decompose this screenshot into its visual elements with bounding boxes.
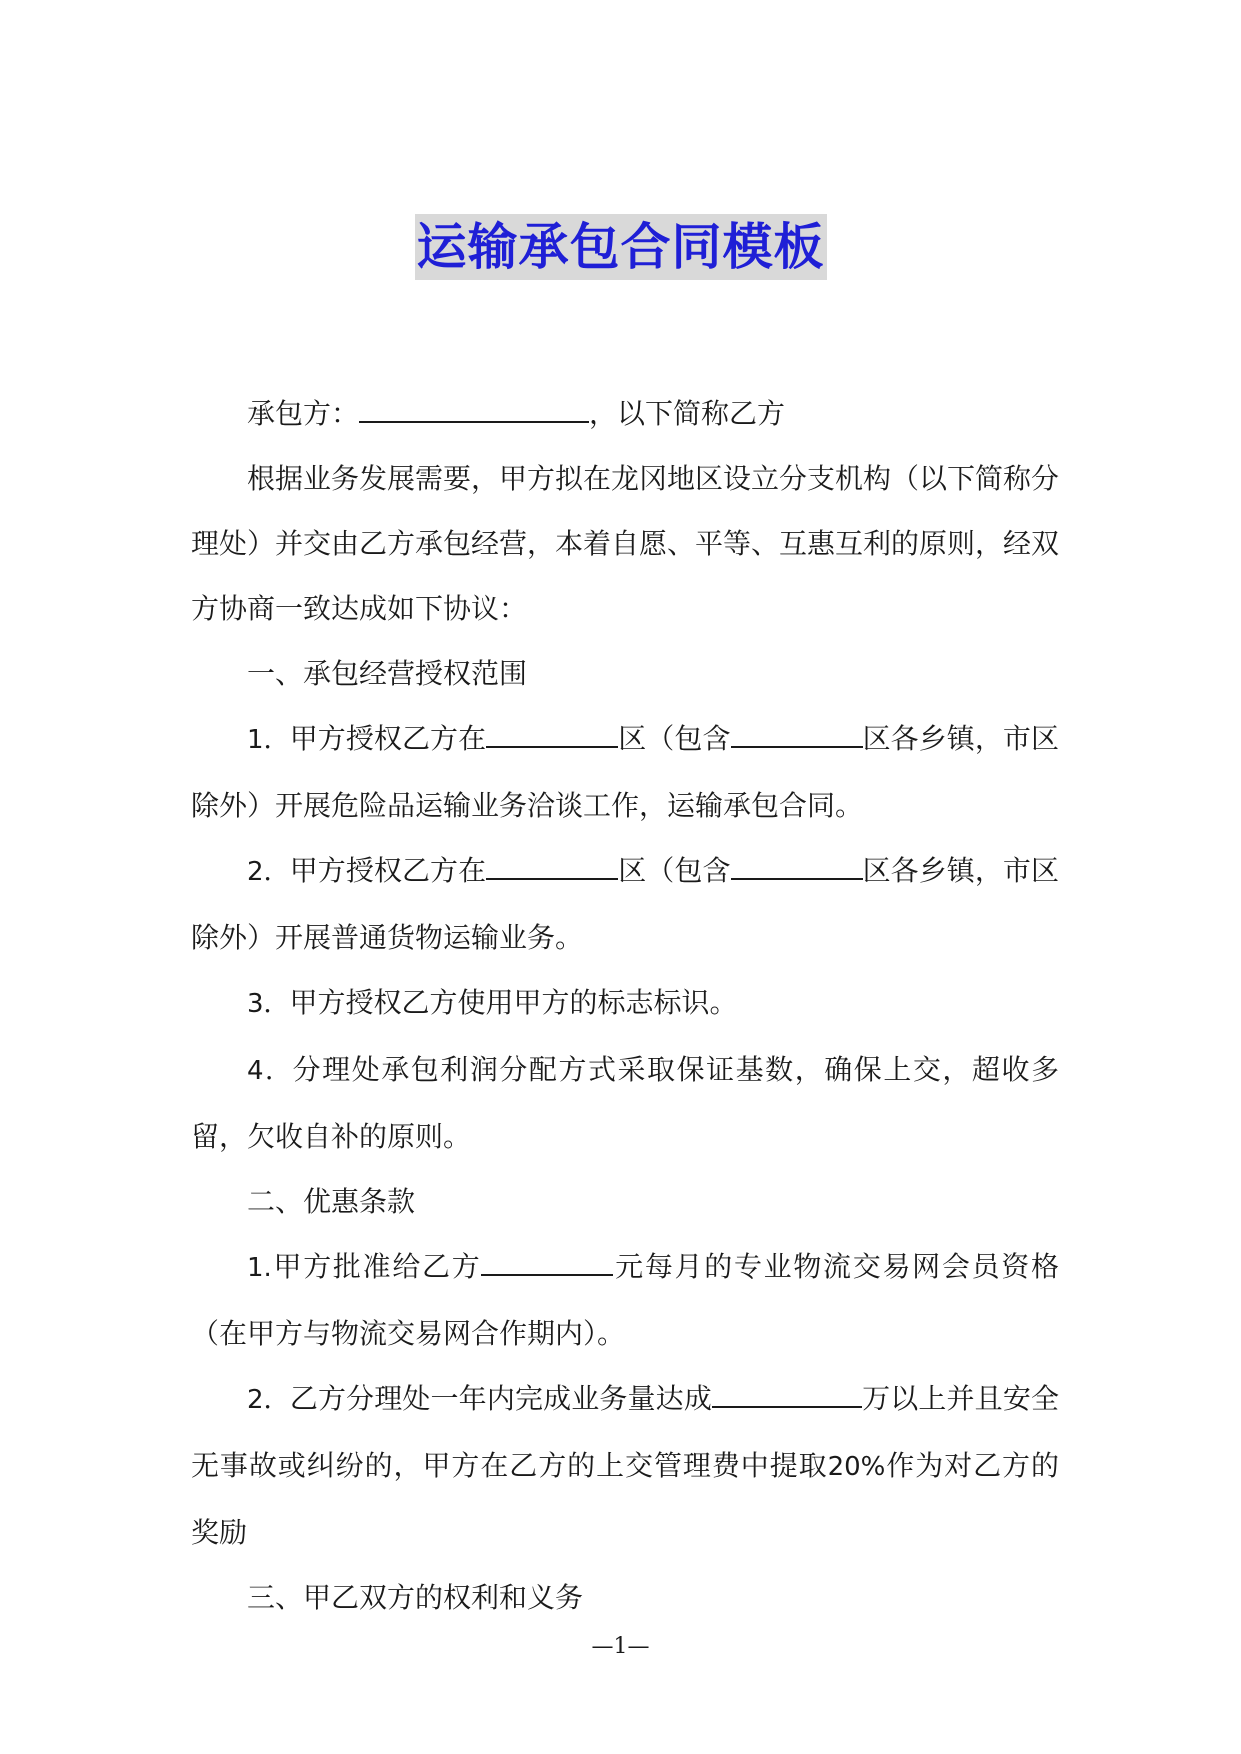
clause-1-3 [191,970,1059,1037]
clause-text: 作为对乙方的奖励 [191,1449,1059,1549]
clause-text: 区（包含 [618,854,731,887]
clause-text: 分理处承包利润分配方式采取保证基数，确保上交，超收多留，欠收自补的原则。 [191,1053,1059,1153]
contractor-blank [359,395,589,423]
page-number: —1— [591,1634,650,1659]
contractor-suffix: ，以下简称乙方 [589,397,786,430]
fill-blank [481,1248,613,1276]
clause-text: 乙方分理处一年内完成业务量达成 [289,1382,712,1415]
clause-number: 1． [247,725,290,755]
clause-number: 4． [247,1056,293,1086]
document-body [191,381,1059,1630]
clause-number: 2． [247,857,290,887]
section-heading-2: 二、优惠条款 [247,1185,416,1218]
percentage-value: 20% [827,1452,886,1482]
paragraph-preamble: 根据业务发展需要，甲方拟在龙冈地区设立分支机构（以下简称分理处）并交由乙方承包经营，本着自愿、平等、互惠互利的原则，经双方协商一致达成如下协议： [191,462,1060,625]
section-heading-3: 三、甲乙双方的权利和义务 [247,1581,584,1614]
contractor-label: 承包方： [247,397,360,430]
clause-text: 区各乡镇，市区除外）开展危险品运输业务洽谈工作，运输承包合同。 [191,722,1059,822]
clause-text: 区（包含 [618,722,731,755]
clause-1-4 [191,1037,1059,1169]
document-title: 运输承包合同模板 [415,214,827,280]
clause-number: 3． [247,989,290,1019]
clause-2-2 [191,1366,1059,1565]
clause-1-1 [191,706,1059,838]
clause-text: 区各乡镇，市区除外）开展普通货物运输业务。 [191,854,1059,954]
clause-text: 甲方授权乙方在 [289,854,487,887]
clause-2-1 [191,1234,1059,1366]
clause-text: 甲方批准给乙方 [271,1250,482,1283]
clause-number: 1. [247,1253,272,1283]
clause-text: 甲方授权乙方在 [289,722,487,755]
section-heading-1: 一、承包经营授权范围 [247,657,528,690]
clause-1-2 [191,838,1059,970]
fill-blank [731,852,863,880]
fill-blank [712,1380,862,1408]
clause-number: 2． [247,1385,290,1415]
fill-blank [486,852,618,880]
paragraph-contractor [191,381,1059,446]
fill-blank [486,720,618,748]
fill-blank [731,720,863,748]
clause-text: 元每月的专业物流交易网会员资格（在甲方与物流交易网合作期内）。 [191,1250,1059,1350]
clause-text: 万以上并且安全无事故或纠纷的，甲方在乙方的上交管理费中提取 [191,1382,1059,1482]
title-wrap [0,214,1241,280]
clause-text: 甲方授权乙方使用甲方的标志标识。 [289,986,738,1019]
